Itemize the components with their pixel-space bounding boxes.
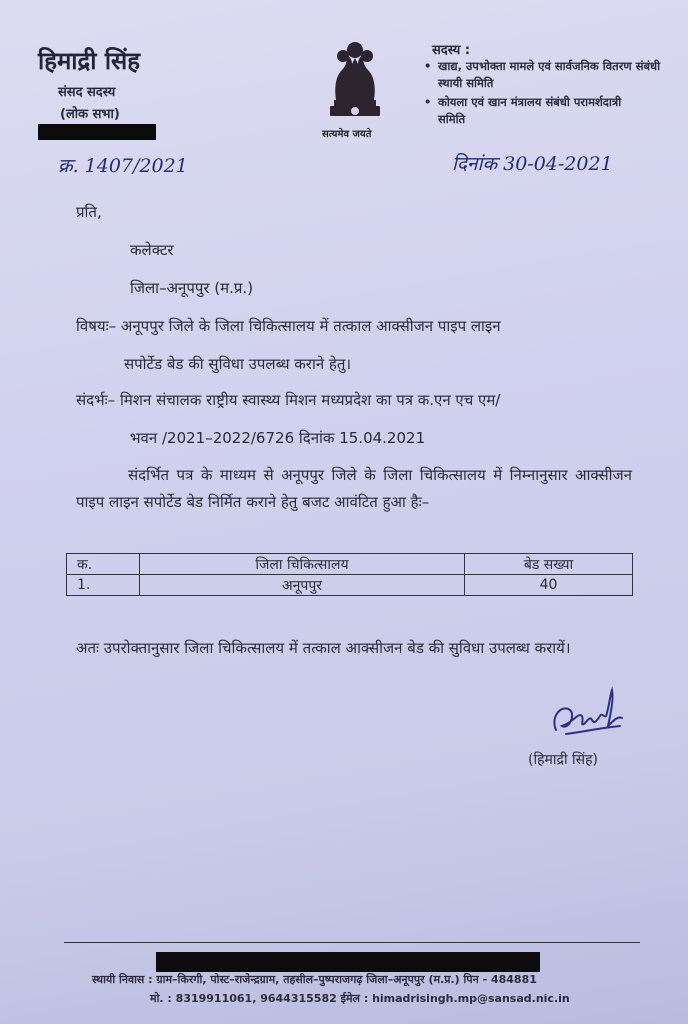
- signature-image: [548, 686, 628, 742]
- header-cell-serial: क.: [67, 554, 140, 575]
- redacted-block-footer: [156, 952, 540, 972]
- mp-house: (लोक सभा): [60, 107, 120, 122]
- table-row: [67, 575, 633, 596]
- cell-serial: 1.: [67, 575, 140, 596]
- footer-address: स्थायी निवास : ग्राम–किरगी, पोस्ट–राजेन्द्रग्राम, तहसील–पुष्पराजगढ़ जिला–अनूपपुर (म.प्र.) पिन - 484881: [92, 973, 537, 986]
- header-cell-beds: बेड सख्या: [465, 554, 633, 575]
- redacted-block-header: [38, 124, 156, 140]
- footer-contact: मो. : 8319911061, 9644315582 ईमेल : himadrisingh.mp@sansad.nic.in: [150, 992, 570, 1005]
- mp-name: हिमाद्री सिंह: [38, 46, 141, 75]
- emblem-motto: सत्यमेव जयते: [322, 129, 372, 140]
- membership-heading: सदस्य :: [432, 43, 471, 58]
- footer-divider: [64, 942, 640, 943]
- header-cell-hospital: जिला चिकित्सालय: [140, 554, 465, 575]
- subject-line-cont: सपोर्टेड बेड की सुविधा उपलब्ध कराने हेतु।: [124, 355, 352, 373]
- allocation-table: [66, 553, 633, 596]
- cell-hospital: अनूपपुर: [140, 575, 465, 596]
- recipient-district: जिला–अनूपपुर (म.प्र.): [130, 279, 254, 297]
- membership-item: • कोयला एवं खान मंत्रालय संबंधी परामर्शदात्री समिति: [424, 94, 638, 128]
- letter-date: दिनांक 30-04-2021: [452, 153, 613, 175]
- reference-line: संदर्भः– मिशन संचालक राष्ट्रीय स्वास्थ्य मिशन मध्यप्रदेश का पत्र क.एन एच एम/: [76, 391, 501, 409]
- national-emblem-icon: [322, 36, 388, 126]
- signatory-name: (हिमाद्री सिंह): [528, 752, 599, 768]
- body-paragraph: संदर्भित पत्र के माध्यम से अनूपपुर जिले के जिला चिकित्सालय में निम्नानुसार आक्सीजन पाइप लाइन सपोर्टेड बेड निर्मित कराने हेतु बजट आवंटित हुआ हैः–: [76, 466, 632, 511]
- closing-paragraph: अतः उपरोक्तानुसार जिला चिकित्सालय में तत्काल आक्सीजन बेड की सुविधा उपलब्ध करायें।: [76, 639, 571, 657]
- salutation: प्रति,: [76, 203, 102, 221]
- reference-line-cont: भवन /2021–2022/6726 दिनांक 15.04.2021: [130, 429, 426, 447]
- mp-designation: संसद सदस्य: [58, 85, 116, 100]
- membership-item: • खाद्य, उपभोक्ता मामले एवं सार्वजनिक वितरण संबंधी स्थायी समिति: [424, 58, 688, 92]
- subject-line: विषयः– अनूपपुर जिले के जिला चिकित्सालय में तत्काल आक्सीजन पाइप लाइन: [76, 317, 501, 335]
- table-header-row: [67, 554, 633, 575]
- cell-beds: 40: [465, 575, 633, 596]
- recipient: कलेक्टर: [130, 241, 174, 259]
- reference-number: क्र. 1407/2021: [58, 155, 188, 177]
- membership-list: [424, 58, 688, 128]
